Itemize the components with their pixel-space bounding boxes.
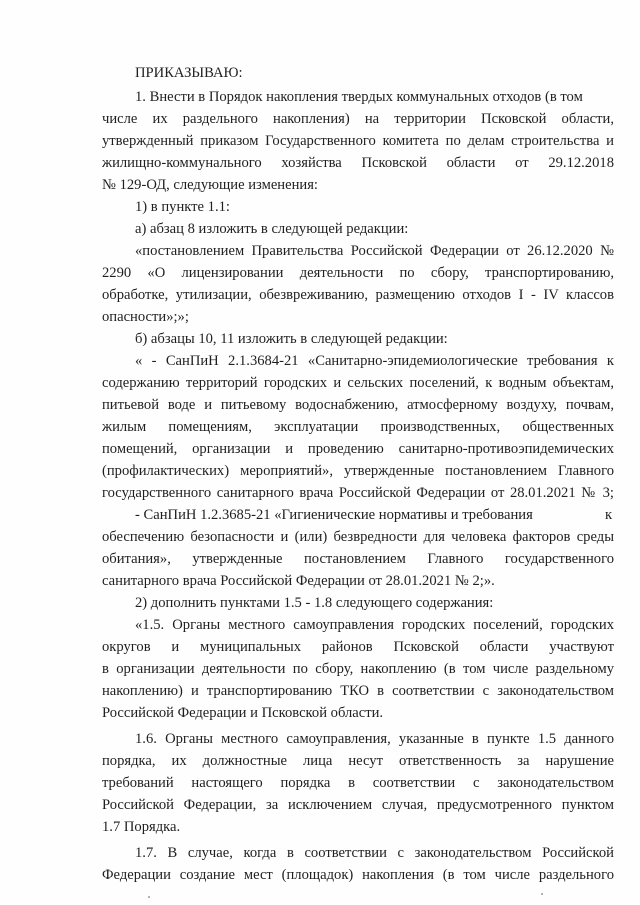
- p16-line: требований настоящего порядка в соответствии с законодательством: [102, 775, 614, 791]
- p15-line: накоплению) и транспортированию ТКО в соответствии с законодательством: [102, 683, 614, 699]
- subitem-2: 2) дополнить пунктами 1.5 - 1.8 следующего содержания:: [135, 595, 494, 611]
- scan-speck: [148, 896, 150, 898]
- quote2-line: государственного санитарного врача Российской Федерации от 28.01.2021 № 3;: [102, 485, 614, 501]
- p15-line: округов и муниципальных районов Псковской области участвуют: [102, 639, 614, 655]
- subitem-1: 1) в пункте 1.1:: [135, 199, 230, 215]
- item1-line: 1. Внести в Порядок накопления твердых коммунальных отходов (в том: [135, 89, 583, 105]
- quote2-line: питьевой воде и питьевому водоснабжению, атмосферному воздуху, почвам,: [102, 397, 614, 413]
- p15-line: «1.5. Органы местного самоуправления городских поселений, городских: [135, 617, 614, 633]
- subitem-1b: б) абзацы 10, 11 изложить в следующей редакции:: [135, 331, 448, 347]
- item1-line: числе их раздельного накопления) на территории Псковской области,: [102, 111, 614, 127]
- item1-line: утвержденный приказом Государственного комитета по делам строительства и: [102, 133, 614, 149]
- quote2-line: « - СанПиН 2.1.3684-21 «Санитарно-эпидемиологические требования к: [135, 353, 614, 369]
- quote3-line: обеспечению безопасности и (или) безвредности для человека факторов среды: [102, 529, 614, 545]
- quote1-line: опасности»;»;: [102, 309, 189, 325]
- p16-line: 1.7 Порядка.: [102, 819, 181, 835]
- section-heading: ПРИКАЗЫВАЮ:: [135, 65, 243, 81]
- subitem-1a: а) абзац 8 изложить в следующей редакции:: [135, 221, 409, 237]
- p16-line: порядка, их должностные лица несут ответственность за нарушение: [102, 753, 614, 769]
- quote3-first-line: - СанПиН 1.2.3685-21 «Гигиенические нормативы и требования: [135, 507, 533, 523]
- scan-speck: [541, 893, 543, 895]
- p16-line: 1.6. Органы местного самоуправления, указанные в пункте 1.5 данного: [135, 731, 614, 747]
- p15-line: в организации деятельности по сбору, накоплению (в том числе раздельному: [102, 661, 614, 677]
- quote3-line: санитарного врача Российской Федерации от 28.01.2021 № 2;».: [102, 573, 495, 589]
- quote2-line: (профилактических) мероприятий», утвержденные постановлением Главного: [102, 463, 614, 479]
- p15-line: Российской Федерации и Псковской области.: [102, 705, 384, 721]
- quote3-line: обитания», утвержденные постановлением Главного государственного: [102, 551, 614, 567]
- quote2-line: содержанию территорий городских и сельских поселений, к водным объектам,: [102, 375, 614, 391]
- quote1-line: 2290 «О лицензировании деятельности по сбору, транспортированию,: [102, 265, 614, 281]
- item1-line: жилищно-коммунального хозяйства Псковской области от 29.12.2018: [102, 155, 614, 171]
- quote2-line: жилым помещениям, эксплуатации производственных, общественных: [102, 419, 614, 435]
- p16-line: Российской Федерации, за исключением случая, предусмотренного пунктом: [102, 797, 614, 813]
- quote1-line: «постановлением Правительства Российской Федерации от 26.12.2020 №: [135, 243, 614, 259]
- p17-line: Федерации создание мест (площадок) накопления (в том числе раздельного: [102, 867, 614, 883]
- item1-line: № 129-ОД, следующие изменения:: [102, 177, 318, 193]
- quote2-line: помещений, организации и проведению санитарно-противоэпидемических: [102, 441, 614, 457]
- p17-line: 1.7. В случае, когда в соответствии с законодательством Российской: [135, 845, 614, 861]
- quote3-first-line-end: к: [605, 507, 613, 523]
- quote1-line: обработке, утилизации, обезвреживанию, размещению отходов I - IV классов: [102, 287, 614, 303]
